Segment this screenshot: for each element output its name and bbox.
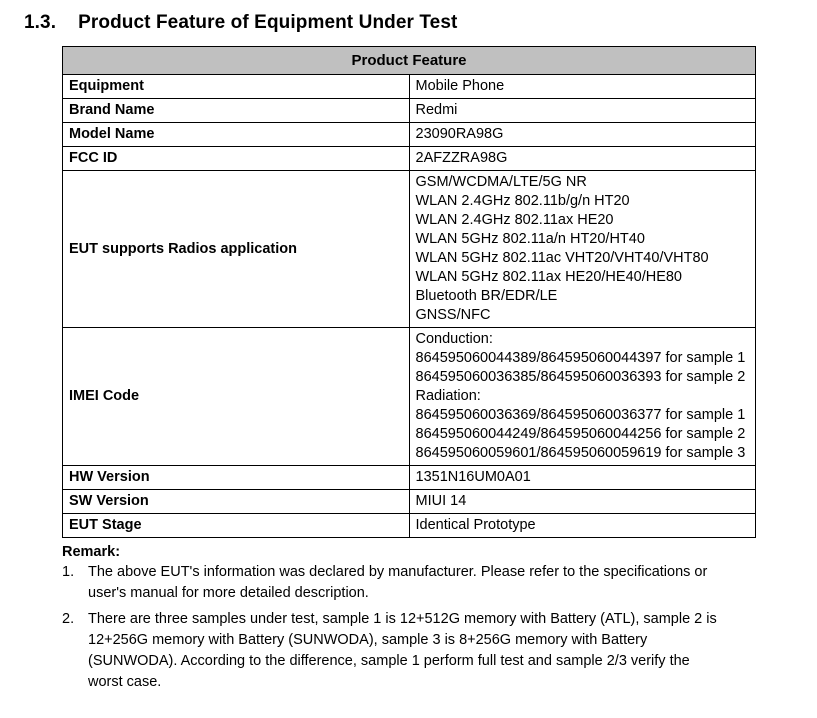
- product-feature-table: [62, 46, 756, 538]
- text-line: The above EUT's information was declared by manufacturer. Please refer to the specifications or: [88, 564, 708, 580]
- row-value: [409, 514, 756, 538]
- value-line: MIUI 14: [415, 493, 467, 509]
- value-line: WLAN 5GHz 802.11ax HE20/HE40/HE80: [415, 269, 683, 285]
- row-value: [409, 147, 756, 171]
- row-value: [409, 171, 756, 328]
- table-row: [63, 123, 756, 147]
- row-value: [409, 328, 756, 466]
- row-value: [409, 99, 756, 123]
- row-label: SW Version: [63, 490, 410, 514]
- row-value: [409, 75, 756, 99]
- table-row: [63, 99, 756, 123]
- value-line: WLAN 2.4GHz 802.11b/g/n HT20: [415, 193, 630, 209]
- table-row: [63, 171, 756, 328]
- table-header-cell: Product Feature: [63, 47, 756, 75]
- remark-heading: Remark:: [62, 544, 121, 560]
- text-line: user's manual for more detailed description.: [88, 585, 369, 601]
- list-marker: 2.: [62, 611, 75, 627]
- value-line: Radiation:: [415, 388, 481, 404]
- value-line: 864595060036385/864595060036393 for sample 2: [415, 369, 746, 385]
- row-label: Equipment: [63, 75, 410, 99]
- value-line: GNSS/NFC: [415, 307, 491, 323]
- text-line: There are three samples under test, sample 1 is 12+512G memory with Battery (ATL), sample 2 is: [88, 611, 717, 627]
- list-marker: 1.: [62, 564, 75, 580]
- remark-list: [0, 562, 817, 693]
- page-title: [0, 0, 817, 34]
- value-line: Mobile Phone: [415, 78, 505, 94]
- row-label: EUT Stage: [63, 514, 410, 538]
- table-row: [63, 328, 756, 466]
- table-row: [63, 75, 756, 99]
- value-line: Identical Prototype: [415, 517, 536, 533]
- table-row: [63, 514, 756, 538]
- value-line: 864595060044389/864595060044397 for sample 1: [415, 350, 746, 366]
- list-item: [0, 609, 817, 693]
- text-line: 12+256G memory with Battery (SUNWODA), sample 3 is 8+256G memory with Battery: [88, 632, 648, 648]
- value-line: 23090RA98G: [415, 126, 504, 142]
- row-label: FCC ID: [63, 147, 410, 171]
- value-line: WLAN 2.4GHz 802.11ax HE20: [415, 212, 614, 228]
- value-line: 864595060036369/864595060036377 for sample 1: [415, 407, 746, 423]
- row-value: [409, 490, 756, 514]
- section-number: 1.3.: [24, 12, 57, 33]
- value-line: Conduction:: [415, 331, 493, 347]
- table-row: [63, 466, 756, 490]
- list-text: [88, 609, 788, 693]
- value-line: 1351N16UM0A01: [415, 469, 531, 485]
- row-label: Brand Name: [63, 99, 410, 123]
- value-line: WLAN 5GHz 802.11ac VHT20/VHT40/VHT80: [415, 250, 709, 266]
- list-item: [0, 562, 817, 604]
- value-line: 864595060044249/864595060044256 for sample 2: [415, 426, 746, 442]
- row-label: HW Version: [63, 466, 410, 490]
- row-value: [409, 123, 756, 147]
- table-row: [63, 147, 756, 171]
- row-value: [409, 466, 756, 490]
- value-line: 2AFZZRA98G: [415, 150, 508, 166]
- row-label: IMEI Code: [63, 328, 410, 466]
- text-line: (SUNWODA). According to the difference, sample 1 perform full test and sample 2/3 verify the: [88, 653, 690, 669]
- table-row: [63, 490, 756, 514]
- text-line: worst case.: [88, 674, 162, 690]
- value-line: GSM/WCDMA/LTE/5G NR: [415, 174, 587, 190]
- value-line: Redmi: [415, 102, 458, 118]
- value-line: Bluetooth BR/EDR/LE: [415, 288, 558, 304]
- row-label: Model Name: [63, 123, 410, 147]
- list-text: [88, 562, 788, 604]
- value-line: 864595060059601/864595060059619 for sample 3: [415, 445, 746, 461]
- section-title: Product Feature of Equipment Under Test: [78, 12, 458, 33]
- value-line: WLAN 5GHz 802.11a/n HT20/HT40: [415, 231, 645, 247]
- table-header-row: [63, 47, 756, 75]
- table-body: [63, 75, 756, 538]
- row-label: EUT supports Radios application: [63, 171, 410, 328]
